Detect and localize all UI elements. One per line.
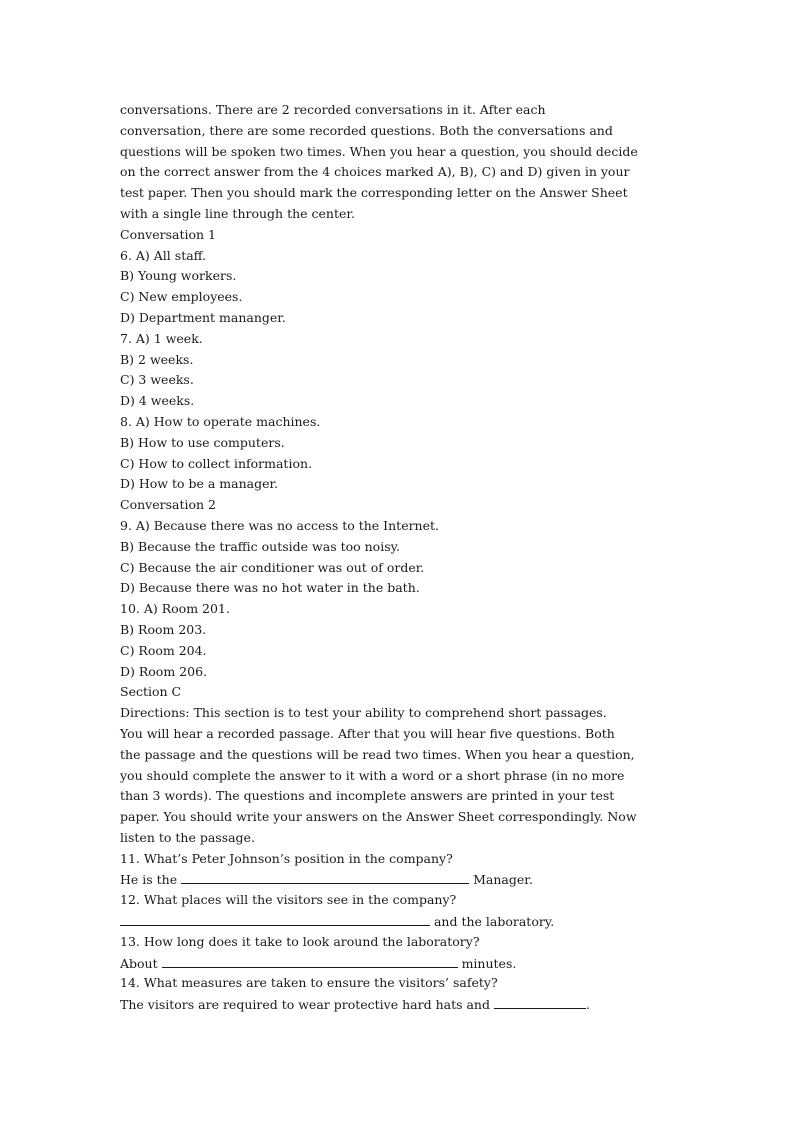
option-line: B) 2 weeks.	[120, 351, 194, 367]
directions-line: Directions: This section is to test your ability to comprehend short passages.	[120, 705, 607, 721]
text-line: with a single line through the center.	[120, 205, 355, 221]
text-line: test paper. Then you should mark the corresponding letter on the Answer Sheet	[120, 185, 628, 201]
question-line: 9. A) Because there was no access to the Internet.	[120, 517, 440, 533]
option-line: D) Room 206.	[120, 663, 207, 679]
section-c	[120, 682, 680, 1015]
question-14: 14. What measures are taken to ensure the visitors’ safety?	[120, 975, 498, 991]
question-line: 10. A) Room 201.	[120, 601, 230, 617]
conversation-heading: Conversation 1	[120, 226, 216, 242]
option-line: D) 4 weeks.	[120, 393, 195, 409]
answer-prefix: About	[120, 955, 162, 971]
text-line: on the correct answer from the 4 choices marked A), B), C) and D) given in your	[120, 164, 630, 180]
option-line: B) Young workers.	[120, 268, 237, 284]
question-line: 6. A) All staff.	[120, 247, 207, 263]
answer-blank[interactable]	[181, 869, 469, 884]
conversation-1	[120, 225, 680, 495]
answer-13	[120, 953, 680, 974]
option-line: D) How to be a manager.	[120, 476, 279, 492]
directions-line: You will hear a recorded passage. After that you will hear five questions. Both	[120, 725, 615, 741]
directions-line: paper. You should write your answers on the Answer Sheet correspondingly. Now	[120, 809, 637, 825]
directions-line: the passage and the questions will be read two times. When you hear a question,	[120, 746, 635, 762]
option-line: B) How to use computers.	[120, 434, 285, 450]
option-line: B) Because the traffic outside was too noisy.	[120, 538, 400, 554]
answer-suffix: and the laboratory.	[430, 914, 555, 930]
section-heading: Section C	[120, 684, 182, 700]
option-line: C) Room 204.	[120, 642, 207, 658]
answer-suffix: .	[585, 997, 590, 1013]
conversation-2	[120, 495, 680, 682]
answer-suffix: minutes.	[457, 955, 517, 971]
option-line: C) How to collect information.	[120, 455, 313, 471]
question-12: 12. What places will the visitors see in the company?	[120, 892, 457, 908]
option-line: C) 3 weeks.	[120, 372, 194, 388]
question-line: 8. A) How to operate machines.	[120, 413, 321, 429]
conversation-heading: Conversation 2	[120, 497, 216, 513]
text-line: conversation, there are some recorded questions. Both the conversations and	[120, 122, 613, 138]
answer-blank[interactable]	[162, 953, 458, 968]
directions-line: you should complete the answer to it with a word or a short phrase (in no more	[120, 767, 625, 783]
option-line: B) Room 203.	[120, 621, 207, 637]
answer-prefix: The visitors are required to wear protective hard hats and	[120, 997, 494, 1013]
answer-11	[120, 869, 680, 890]
option-line: C) New employees.	[120, 289, 243, 305]
text-line: questions will be spoken two times. When you hear a question, you should decide	[120, 143, 638, 159]
option-line: D) Department mananger.	[120, 309, 286, 325]
question-line: 7. A) 1 week.	[120, 330, 203, 346]
answer-blank[interactable]	[120, 911, 430, 926]
question-13: 13. How long does it take to look around the laboratory?	[120, 933, 480, 949]
text-line: conversations. There are 2 recorded conversations in it. After each	[120, 102, 546, 117]
directions-line: than 3 words). The questions and incomplete answers are printed in your test	[120, 788, 615, 804]
answer-suffix: Manager.	[469, 872, 533, 888]
option-line: D) Because there was no hot water in the bath.	[120, 580, 420, 596]
document-page	[120, 100, 680, 1015]
answer-prefix: He is the	[120, 872, 182, 888]
question-11: 11. What’s Peter Johnson’s position in the company?	[120, 850, 453, 866]
answer-14	[120, 994, 680, 1015]
answer-blank[interactable]	[494, 994, 586, 1009]
directions-line: listen to the passage.	[120, 829, 255, 845]
answer-12	[120, 911, 680, 932]
intro-paragraph	[120, 100, 680, 225]
option-line: C) Because the air conditioner was out of order.	[120, 559, 425, 575]
